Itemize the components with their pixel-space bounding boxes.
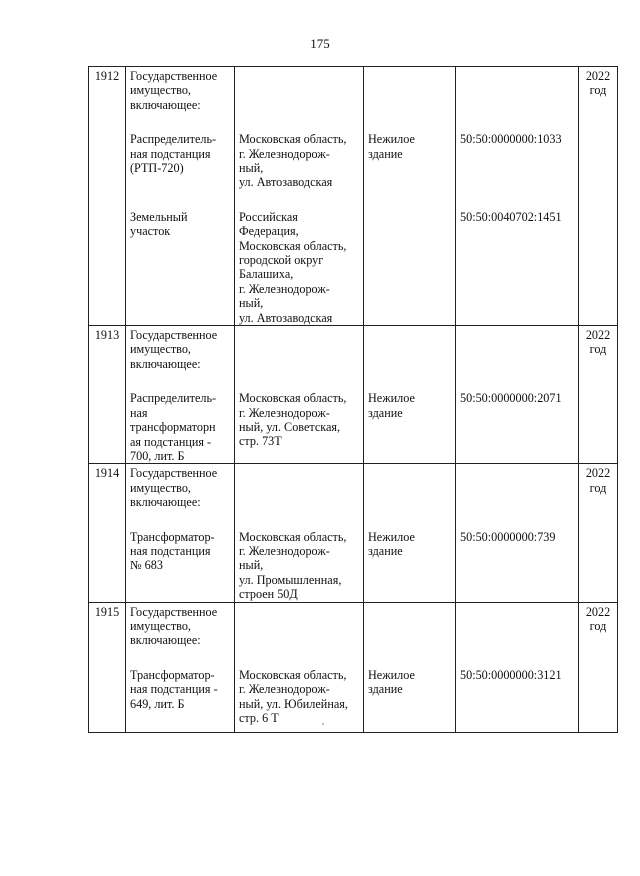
cell-spacer bbox=[368, 558, 451, 601]
registry-body bbox=[89, 67, 618, 733]
year-line: год bbox=[589, 342, 607, 357]
object-name-line: (РТП-720) bbox=[130, 161, 184, 176]
address-line: Российская bbox=[239, 209, 298, 224]
group-header-line: включающее: bbox=[130, 97, 201, 112]
cell-spacer bbox=[460, 466, 574, 509]
page-number: 175 bbox=[310, 36, 330, 51]
object-name-line: ная подстанция - bbox=[130, 682, 218, 697]
group-header-line: имущество, bbox=[130, 618, 191, 633]
cell-spacer bbox=[239, 648, 359, 668]
object-type-line: здание bbox=[368, 146, 403, 161]
address-cell bbox=[235, 67, 364, 326]
cell-spacer bbox=[368, 328, 451, 371]
scan-speck bbox=[322, 723, 324, 725]
object-name-line: ная подстанция bbox=[130, 543, 211, 558]
cell-spacer bbox=[239, 371, 359, 391]
cell-spacer bbox=[460, 406, 574, 464]
object-name-line: Земельный bbox=[130, 209, 188, 224]
cell-spacer bbox=[460, 605, 574, 648]
cell-spacer bbox=[368, 161, 451, 190]
object-name-cell bbox=[126, 602, 235, 732]
year-line: 2022 bbox=[585, 328, 611, 343]
cell-spacer bbox=[239, 605, 359, 648]
object-name-line: 649, лит. Б bbox=[130, 696, 185, 711]
cell-spacer bbox=[460, 510, 574, 530]
object-type-line: Нежилое bbox=[368, 667, 415, 682]
object-name-line: участок bbox=[130, 224, 171, 239]
cadastral-number-cell bbox=[456, 464, 579, 602]
cadastral-number-cell bbox=[456, 67, 579, 326]
cell-spacer bbox=[368, 510, 451, 530]
row-number: 1914 bbox=[89, 464, 126, 602]
year-cell bbox=[579, 602, 618, 732]
object-name-line: Распределитель- bbox=[130, 132, 217, 147]
cadastral-number: 50:50:0040702:1451 bbox=[460, 209, 562, 224]
object-type-line: здание bbox=[368, 543, 403, 558]
cell-spacer bbox=[368, 605, 451, 648]
year-line: 2022 bbox=[585, 69, 611, 83]
address-line: г. Железнодорож- bbox=[239, 281, 330, 296]
object-name-cell bbox=[126, 464, 235, 602]
object-type-line: Нежилое bbox=[368, 529, 415, 544]
property-registry-table bbox=[88, 66, 618, 733]
group-header-line: включающее: bbox=[130, 356, 201, 371]
table-row bbox=[89, 326, 618, 464]
object-name-line: 700, лит. Б bbox=[130, 448, 185, 463]
cell-spacer bbox=[130, 510, 230, 530]
cell-spacer bbox=[130, 573, 230, 602]
table-row bbox=[89, 67, 618, 326]
object-name-line: ная подстанция bbox=[130, 146, 211, 161]
year-line: год bbox=[589, 83, 607, 98]
address-line: ул. Промышленная, bbox=[239, 572, 342, 587]
cell-spacer bbox=[130, 175, 230, 189]
group-header-line: Государственное bbox=[130, 69, 218, 83]
cadastral-number: 50:50:0000000:3121 bbox=[460, 667, 562, 682]
object-name-cell bbox=[126, 67, 235, 326]
cell-spacer bbox=[368, 190, 451, 210]
object-name-cell bbox=[126, 326, 235, 464]
group-header-line: Государственное bbox=[130, 328, 218, 343]
address-line: ный, bbox=[239, 296, 264, 311]
cell-spacer bbox=[460, 371, 574, 391]
address-line: Московская область, bbox=[239, 667, 347, 682]
group-header-line: включающее: bbox=[130, 495, 201, 510]
year-cell bbox=[579, 67, 618, 326]
cell-spacer bbox=[239, 190, 359, 210]
cell-spacer bbox=[130, 239, 230, 325]
cell-spacer bbox=[130, 711, 230, 725]
year-line: год bbox=[589, 618, 607, 633]
address-line: Балашиха, bbox=[239, 267, 294, 282]
year-line: 2022 bbox=[585, 466, 611, 481]
cell-spacer bbox=[460, 190, 574, 210]
object-type-cell bbox=[364, 464, 456, 602]
address-line: ул. Автозаводская bbox=[239, 175, 333, 190]
cell-spacer bbox=[130, 371, 230, 391]
cell-spacer bbox=[368, 210, 451, 325]
cell-spacer bbox=[368, 648, 451, 668]
year-cell bbox=[579, 464, 618, 602]
object-type-line: здание bbox=[368, 405, 403, 420]
cell-spacer bbox=[368, 69, 451, 112]
object-type-cell bbox=[364, 602, 456, 732]
address-line: Московская область, bbox=[239, 238, 347, 253]
address-line: строен 50Д bbox=[239, 587, 298, 602]
object-name-line: № 683 bbox=[130, 558, 163, 573]
address-line: стр. 6 Т bbox=[239, 710, 279, 725]
address-line: Московская область, bbox=[239, 132, 347, 147]
year-line: год bbox=[589, 480, 607, 495]
address-line: ный, bbox=[239, 558, 264, 573]
row-number: 1912 bbox=[89, 67, 126, 326]
address-line: Федерация, bbox=[239, 224, 299, 239]
object-type-line: Нежилое bbox=[368, 132, 415, 147]
group-header-line: включающее: bbox=[130, 633, 201, 648]
group-header-line: имущество, bbox=[130, 83, 191, 98]
row-number: 1915 bbox=[89, 602, 126, 732]
cadastral-number-cell bbox=[456, 602, 579, 732]
cell-spacer bbox=[239, 449, 359, 463]
cell-spacer bbox=[239, 69, 359, 112]
group-header-line: Государственное bbox=[130, 466, 218, 481]
object-name-line: ая подстанция - bbox=[130, 434, 212, 449]
address-line: г. Железнодорож- bbox=[239, 405, 330, 420]
table-row bbox=[89, 602, 618, 732]
address-line: ный, ул. Юбилейная, bbox=[239, 696, 348, 711]
group-header-line: имущество, bbox=[130, 480, 191, 495]
cell-spacer bbox=[460, 224, 574, 325]
cell-spacer bbox=[460, 147, 574, 190]
cell-spacer bbox=[239, 112, 359, 132]
address-line: г. Железнодорож- bbox=[239, 146, 330, 161]
cell-spacer bbox=[130, 190, 230, 210]
cell-spacer bbox=[460, 112, 574, 132]
cell-spacer bbox=[368, 420, 451, 463]
object-type-line: Нежилое bbox=[368, 391, 415, 406]
row-number: 1913 bbox=[89, 326, 126, 464]
address-line: ул. Автозаводская bbox=[239, 310, 333, 325]
object-name-line: Распределитель- bbox=[130, 391, 217, 406]
year-line: 2022 bbox=[585, 604, 611, 619]
object-name-line: Трансформатор- bbox=[130, 529, 215, 544]
address-cell bbox=[235, 464, 364, 602]
group-header-line: Государственное bbox=[130, 604, 218, 619]
cell-spacer bbox=[460, 328, 574, 371]
address-line: Московская область, bbox=[239, 391, 347, 406]
object-type-cell bbox=[364, 67, 456, 326]
cell-spacer bbox=[130, 112, 230, 132]
address-line: ный, bbox=[239, 161, 264, 175]
cell-spacer bbox=[460, 648, 574, 668]
address-line: г. Железнодорож- bbox=[239, 682, 330, 697]
cell-spacer bbox=[368, 697, 451, 726]
object-type-cell bbox=[364, 326, 456, 464]
cadastral-number: 50:50:0000000:739 bbox=[460, 529, 556, 544]
cell-spacer bbox=[460, 544, 574, 602]
cadastral-number: 50:50:0000000:2071 bbox=[460, 391, 562, 406]
cell-spacer bbox=[368, 112, 451, 132]
table-row bbox=[89, 464, 618, 602]
object-name-line: ная bbox=[130, 405, 148, 420]
address-line: Московская область, bbox=[239, 529, 347, 544]
cell-spacer bbox=[130, 648, 230, 668]
group-header-line: имущество, bbox=[130, 342, 191, 357]
cell-spacer bbox=[239, 328, 359, 371]
address-line: городской округ bbox=[239, 253, 324, 268]
cell-spacer bbox=[368, 371, 451, 391]
address-line: г. Железнодорож- bbox=[239, 543, 330, 558]
cell-spacer bbox=[239, 466, 359, 509]
cell-spacer bbox=[460, 69, 574, 112]
address-line: стр. 73Т bbox=[239, 434, 282, 449]
address-cell bbox=[235, 602, 364, 732]
year-cell bbox=[579, 326, 618, 464]
object-name-line: Трансформатор- bbox=[130, 667, 215, 682]
cell-spacer bbox=[460, 682, 574, 725]
address-cell bbox=[235, 326, 364, 464]
address-line: ный, ул. Советская, bbox=[239, 420, 341, 435]
cadastral-number-cell bbox=[456, 326, 579, 464]
object-type-line: здание bbox=[368, 682, 403, 697]
cell-spacer bbox=[239, 510, 359, 530]
cadastral-number: 50:50:0000000:1033 bbox=[460, 132, 562, 147]
object-name-line: трансформаторн bbox=[130, 420, 216, 435]
cell-spacer bbox=[368, 466, 451, 509]
